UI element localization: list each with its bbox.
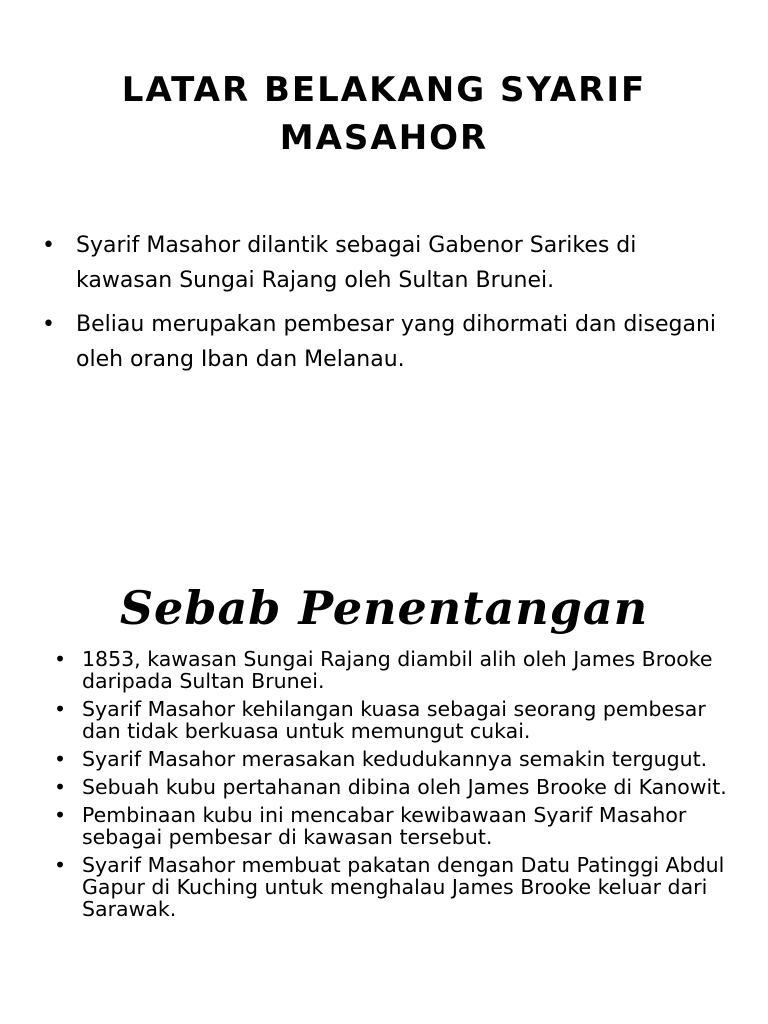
bullet-item: • 1853, kawasan Sungai Rajang diambil alih oleh James Brooke daripada Sultan Brunei. bbox=[40, 648, 740, 692]
bullet-item: • Beliau merupakan pembesar yang dihormati dan disegani oleh orang Iban dan Melanau. bbox=[34, 307, 724, 377]
slide-sebab-penentangan bbox=[0, 560, 768, 1024]
bullet-item: • Syarif Masahor dilantik sebagai Gabenor Sarikes di kawasan Sungai Rajang oleh Sultan Brunei. bbox=[34, 228, 724, 298]
bullet-item: • Sebuah kubu pertahanan dibina oleh James Brooke di Kanowit. bbox=[40, 776, 740, 798]
bullet-item: • Pembinaan kubu ini mencabar kewibawaan Syarif Masahor sebagai pembesar di kawasan tersebut. bbox=[40, 804, 740, 848]
bullet-list bbox=[34, 228, 724, 386]
bullet-list bbox=[40, 648, 740, 926]
slide-title: LATAR BELAKANG SYARIF MASAHOR bbox=[121, 70, 647, 158]
bullet-item: • Syarif Masahor kehilangan kuasa sebagai seorang pembesar dan tidak berkuasa untuk memungut cukai. bbox=[40, 698, 740, 742]
slide-title: Sebab Penentangan bbox=[119, 581, 649, 635]
bullet-item: • Syarif Masahor merasakan kedudukannya semakin tergugut. bbox=[40, 748, 740, 770]
bullet-item: • Syarif Masahor membuat pakatan dengan Datu Patinggi Abdul Gapur di Kuching untuk menghalau James Brooke keluar dari Sarawak. bbox=[40, 854, 740, 920]
